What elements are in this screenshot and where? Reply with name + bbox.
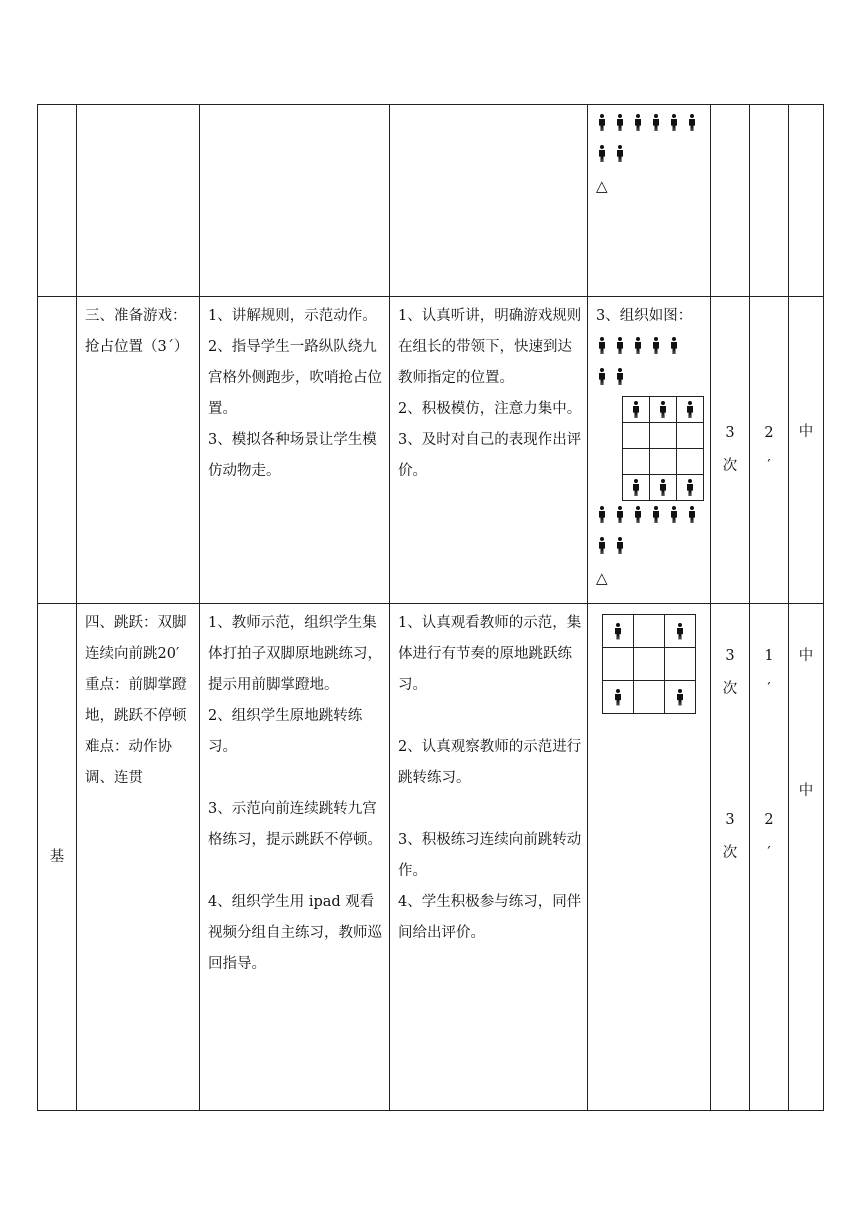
student-icon bbox=[688, 114, 696, 131]
content-cell bbox=[77, 105, 200, 297]
student-line: 2、认真观察教师的示范进行跳转练习。 bbox=[398, 739, 582, 786]
count-cell bbox=[711, 604, 750, 1111]
section-label: 基 bbox=[49, 848, 65, 865]
count-unit: 次 bbox=[722, 681, 738, 697]
student-icon bbox=[676, 689, 684, 706]
student-icon bbox=[614, 689, 622, 706]
student-icon bbox=[598, 368, 606, 385]
intensity-cell bbox=[789, 604, 824, 1111]
student-icon bbox=[659, 479, 667, 496]
student-icon bbox=[670, 506, 678, 523]
count-unit: 次 bbox=[722, 458, 738, 474]
formation-line bbox=[596, 109, 708, 140]
student-line: 3、及时对自己的表现作出评价。 bbox=[398, 432, 582, 479]
intensity-value: 中 bbox=[798, 648, 814, 664]
table-row-game bbox=[38, 297, 824, 604]
student-cell bbox=[390, 604, 588, 1111]
count-number: 3 bbox=[725, 425, 735, 441]
formation-line bbox=[596, 501, 708, 532]
teacher-line: 2、指导学生一路纵队绕九宫格外侧跑步，吹哨抢占位置。 bbox=[208, 339, 382, 417]
time-unit: ′ bbox=[767, 845, 771, 861]
section-cell bbox=[38, 105, 77, 297]
student-icon bbox=[634, 114, 642, 131]
count-cell bbox=[711, 105, 750, 297]
student-line: 1、认真观看教师的示范，集体进行有节奏的原地跳跃练习。 bbox=[398, 615, 582, 693]
student-icon bbox=[616, 337, 624, 354]
intensity-value: 中 bbox=[798, 783, 814, 799]
organization-cell bbox=[588, 297, 711, 604]
student-icon bbox=[634, 337, 642, 354]
organization-cell bbox=[588, 604, 711, 1111]
formation-line bbox=[596, 140, 708, 171]
student-icon bbox=[598, 114, 606, 131]
time-number: 2 bbox=[764, 812, 774, 828]
teacher-line: 1、教师示范，组织学生集体打拍子双脚原地跳练习，提示用前脚掌蹬地。 bbox=[208, 615, 382, 693]
student-line: 4、学生积极参与练习，同伴间给出评价。 bbox=[398, 894, 582, 941]
student-icon bbox=[614, 623, 622, 640]
time-number: 1 bbox=[764, 648, 774, 664]
student-icon bbox=[616, 537, 624, 554]
student-icon bbox=[670, 337, 678, 354]
time-cell bbox=[750, 297, 789, 604]
organization-cell bbox=[588, 105, 711, 297]
table-row-continued bbox=[38, 105, 824, 297]
teacher-triangle-icon: △ bbox=[596, 177, 608, 195]
section-cell bbox=[38, 604, 77, 1111]
student-icon bbox=[598, 145, 606, 162]
content-line: 四、跳跃：双脚连续向前跳20′ bbox=[85, 615, 187, 662]
student-icon bbox=[659, 401, 667, 418]
content-line: 重点：前脚掌蹬地，跳跃不停顿难点：动作协调、连贯 bbox=[85, 677, 187, 786]
time-cell bbox=[750, 604, 789, 1111]
student-icon bbox=[634, 506, 642, 523]
student-line: 2、积极模仿，注意力集中。 bbox=[398, 401, 582, 417]
teacher-line: 4、组织学生用 ipad 观看视频分组自主练习，教师巡回指导。 bbox=[208, 894, 382, 972]
formation-line bbox=[596, 363, 708, 394]
nine-square-grid bbox=[622, 396, 704, 501]
student-icon bbox=[652, 114, 660, 131]
nine-square-grid bbox=[602, 614, 696, 714]
student-icon bbox=[616, 145, 624, 162]
student-icon bbox=[652, 337, 660, 354]
student-icon bbox=[632, 479, 640, 496]
student-cell bbox=[390, 105, 588, 297]
table-row-jump bbox=[38, 604, 824, 1111]
student-icon bbox=[598, 506, 606, 523]
teacher-line: 3、示范向前连续跳转九宫格练习，提示跳跃不停顿。 bbox=[208, 801, 382, 848]
time-number: 2 bbox=[764, 425, 774, 441]
intensity-cell bbox=[789, 297, 824, 604]
count-number: 3 bbox=[725, 812, 735, 828]
time-unit: ′ bbox=[767, 458, 771, 474]
student-icon bbox=[616, 506, 624, 523]
student-icon bbox=[652, 506, 660, 523]
teacher-cell bbox=[200, 105, 390, 297]
count-cell bbox=[711, 297, 750, 604]
student-cell bbox=[390, 297, 588, 604]
student-line: 1、认真听讲，明确游戏规则 bbox=[398, 308, 582, 324]
content-cell bbox=[77, 297, 200, 604]
student-icon bbox=[676, 623, 684, 640]
teacher-line: 3、模拟各种场景让学生模仿动物走。 bbox=[208, 432, 377, 479]
student-icon bbox=[670, 114, 678, 131]
teacher-cell bbox=[200, 297, 390, 604]
count-number: 3 bbox=[725, 648, 735, 664]
content-line: 三、准备游戏： bbox=[85, 308, 187, 324]
content-line: 抢占位置（3´） bbox=[85, 339, 189, 355]
content-cell bbox=[77, 604, 200, 1111]
student-icon bbox=[686, 479, 694, 496]
section-cell bbox=[38, 297, 77, 604]
student-line: 3、积极练习连续向前跳转动作。 bbox=[398, 832, 582, 879]
teacher-cell bbox=[200, 604, 390, 1111]
student-icon bbox=[598, 337, 606, 354]
formation-line bbox=[596, 332, 708, 363]
student-icon bbox=[616, 114, 624, 131]
student-icon bbox=[688, 506, 696, 523]
teacher-triangle-icon: △ bbox=[596, 569, 608, 587]
count-unit: 次 bbox=[722, 845, 738, 861]
time-cell bbox=[750, 105, 789, 297]
student-icon bbox=[632, 401, 640, 418]
formation-line bbox=[596, 532, 708, 563]
student-icon bbox=[598, 537, 606, 554]
student-icon bbox=[686, 401, 694, 418]
intensity-value: 中 bbox=[798, 424, 814, 440]
org-label: 3、组织如图： bbox=[596, 308, 693, 324]
intensity-cell bbox=[789, 105, 824, 297]
teacher-line: 2、组织学生原地跳转练习。 bbox=[208, 708, 363, 755]
lesson-plan-table bbox=[37, 104, 824, 1111]
teacher-line: 1、讲解规则，示范动作。 bbox=[208, 308, 377, 324]
student-icon bbox=[616, 368, 624, 385]
student-line: 在组长的带领下，快速到达教师指定的位置。 bbox=[398, 339, 572, 386]
time-unit: ′ bbox=[767, 681, 771, 697]
